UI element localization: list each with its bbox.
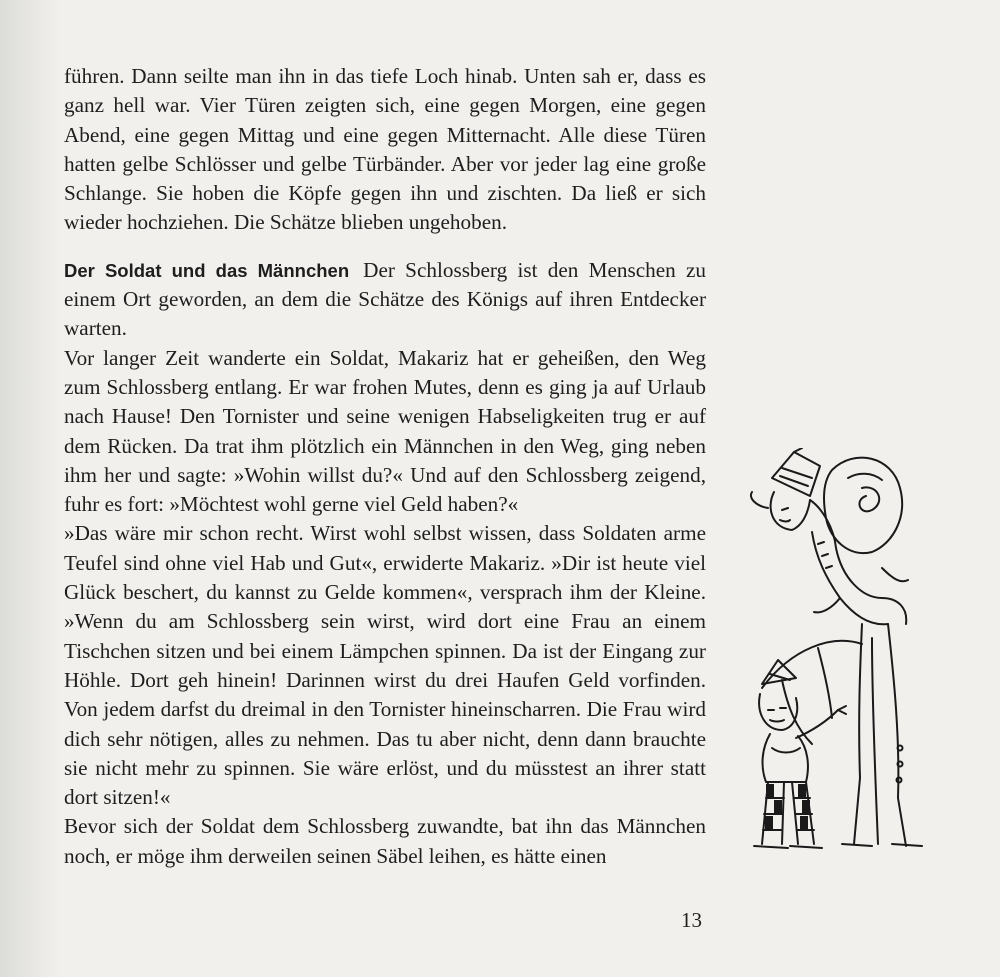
soldier-and-little-man-drawing-icon: [722, 448, 982, 868]
paragraph-1: führen. Dann seilte man ihn in das tiefe Loch hinab. Unten sah er, dass es ganz hell war. Vier Türen zeigten sich, eine gegen Morgen, eine gegen Abend, eine gegen Mittag und eine gegen Mitternacht. Alle diese Türen hatten gelbe Schlösser und gelbe Türbänder. Aber vor jeder lag eine große Schlange. Sie hoben die Köpfe gegen ihn und zischten. Da ließ er sich wieder hochziehen. Die Schätze blieben ungehoben.: [64, 64, 706, 235]
paragraph-3: Vor langer Zeit wanderte ein Soldat, Makariz hat er geheißen, den Weg zum Schlossberg entlang. Er war frohen Mutes, denn es ging ja auf Urlaub nach Hause! Den Tornister und seine wenigen Habseligkeiten trug er auf dem Rücken. Da trat ihm plötzlich ein Männchen in den Weg, ging neben ihm her und sagte: »Wohin willst du?« Und auf den Schlossberg zeigend, fuhr es fort: »Möchtest wohl gerne viel Geld haben?«: [64, 345, 706, 517]
section-heading: Der Soldat und das Männchen: [64, 259, 350, 281]
body-text: [64, 62, 706, 871]
paragraph-4: »Das wäre mir schon recht. Wirst wohl selbst wissen, dass Soldaten arme Teufel sind ohne viel Hab und Gut«, erwiderte Makariz. »Dir ist heute viel Glück beschert, du kannst zu Gelde kommen«, versprach ihm der Kleine. »Wenn du am Schlossberg sein wirst, wird dort eine Frau an einem Tischchen sitzen und bei einem Lämpchen spinnen. Da ist der Eingang zur Höhle. Dort geh hinein! Darinnen wirst du drei Haufen Geld vorfinden. Von jedem darfst du dreimal in den Tornister hineinscharren. Die Frau wird dich sehr nötigen, alles zu nehmen. Das tu aber nicht, denn dann brauchte sie nicht mehr zu spinnen. Sie wäre erlöst, und du müsstest an ihrer statt dort sitzen!«: [64, 521, 706, 810]
paragraph-2: [64, 256, 706, 344]
page-number: 13: [681, 908, 702, 932]
paragraph-2-text: Der Schlossberg ist den Menschen zu einem Ort geworden, an dem die Schätze des Königs auf ihren Entdecker warten.: [64, 257, 707, 341]
paragraph-5: Bevor sich der Soldat dem Schlossberg zuwandte, bat ihn das Männchen noch, er möge ihm derweilen seinen Säbel leihen, es hätte einen: [64, 814, 706, 868]
page-gutter-shadow: [0, 0, 60, 977]
